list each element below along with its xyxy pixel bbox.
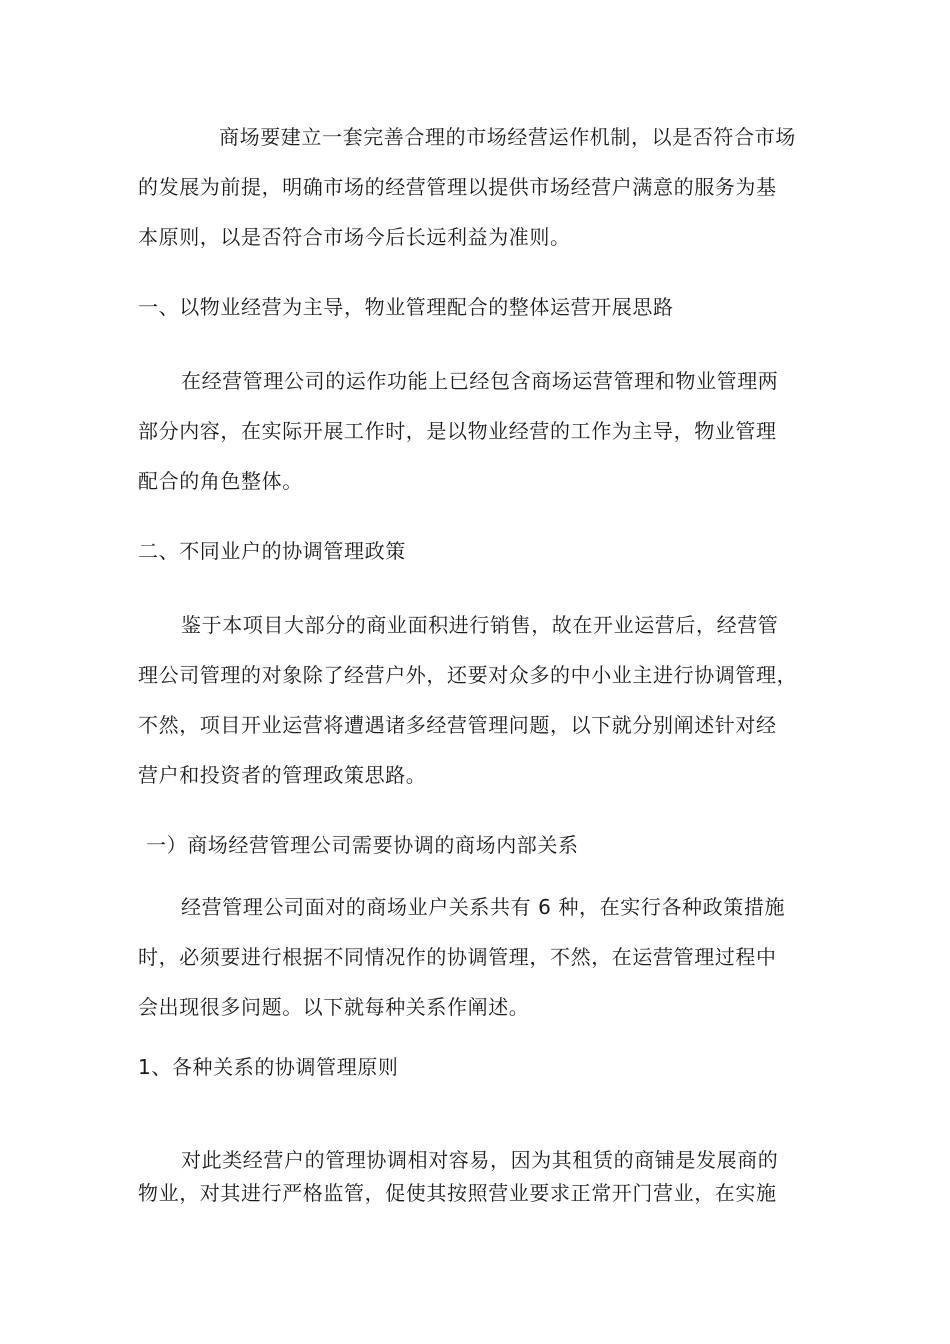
paragraph-2-line-3: 配合的角色整体。 bbox=[138, 469, 303, 493]
paragraph-2-line-2: 部分内容，在实际开展工作时，是以物业经营的工作为主导，物业管理 bbox=[138, 419, 777, 443]
heading-2: 二、不同业户的协调管理政策 bbox=[138, 539, 406, 563]
paragraph-3-line-4: 营户和投资者的管理政策思路。 bbox=[138, 763, 427, 787]
paragraph-1-line-2: 的发展为前提，明确市场的经营管理以提供市场经营户满意的服务为基 bbox=[138, 175, 777, 199]
subheading-1: 一）商场经营管理公司需要协调的商场内部关系 bbox=[146, 833, 579, 857]
paragraph-1-line-1: 商场要建立一套完善合理的市场经营运作机制，以是否符合市场 bbox=[219, 125, 796, 149]
paragraph-1-line-3: 本原则，以是否符合市场今后长远利益为准则。 bbox=[138, 225, 571, 249]
paragraph-4-line-2: 时，必须要进行根据不同情况作的协调管理，不然，在运营管理过程中 bbox=[138, 945, 777, 969]
paragraph-5-line-1: 对此类经营户的管理协调相对容易，因为其租赁的商铺是发展商的 bbox=[181, 1148, 779, 1172]
paragraph-4-line-1: 经营管理公司面对的商场业户关系共有 6 种，在实行各种政策措施 bbox=[181, 895, 786, 919]
paragraph-4-line-3: 会出现很多问题。以下就每种关系作阐述。 bbox=[138, 995, 530, 1019]
paragraph-3-line-3: 不然，项目开业运营将遭遇诸多经营管理问题，以下就分别阐述针对经 bbox=[138, 713, 777, 737]
paragraph-2-line-1: 在经营管理公司的运作功能上已经包含商场运营管理和物业管理两 bbox=[181, 369, 779, 393]
heading-1: 一、以物业经营为主导，物业管理配合的整体运营开展思路 bbox=[138, 295, 674, 319]
paragraph-5-line-2: 物业，对其进行严格监管，促使其按照营业要求正常开门营业，在实施 bbox=[138, 1181, 777, 1205]
paragraph-3-line-1: 鉴于本项目大部分的商业面积进行销售，故在开业运营后，经营管 bbox=[181, 613, 779, 637]
subheading-2: 1、各种关系的协调管理原则 bbox=[138, 1055, 399, 1079]
paragraph-3-line-2: 理公司管理的对象除了经营户外，还要对众多的中小业主进行协调管理， bbox=[138, 663, 798, 687]
